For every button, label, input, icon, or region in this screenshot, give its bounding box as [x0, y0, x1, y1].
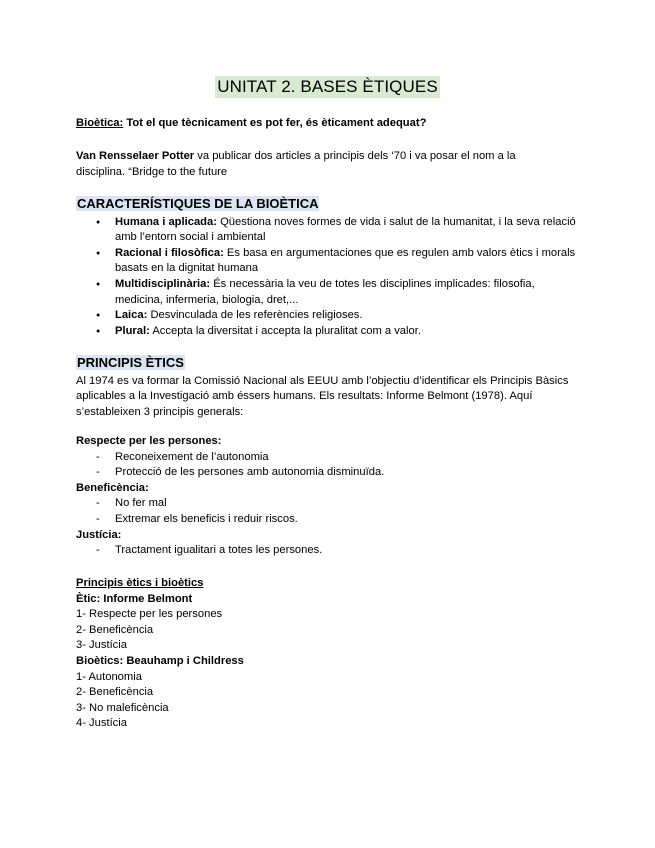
- list-item: 1- Autonomia: [76, 670, 142, 683]
- list-item: - Protecció de les persones amb autonomia disminuïda.: [76, 465, 576, 481]
- item-term: Plural:: [115, 324, 150, 337]
- list-item: [76, 308, 576, 324]
- potter-name: Van Rensselaer Potter: [76, 150, 195, 162]
- title-wrap: [0, 76, 655, 98]
- bioetica-question: [76, 116, 576, 132]
- list-item: [76, 215, 576, 246]
- group-label: Beneficència:: [76, 481, 149, 494]
- bioetica-question-text: Tot el que tècnicament es pot fer, és èticament adequat?: [123, 117, 427, 129]
- etic-label: Ètic: Informe Belmont: [76, 592, 193, 605]
- group-list: [76, 496, 576, 527]
- principis-groups: [76, 434, 576, 559]
- page-title: UNITAT 2. BASES ÈTIQUES: [217, 77, 438, 96]
- list-item: - Reconeixement de l’autonomia: [76, 450, 576, 466]
- list-item: 3- Justícia: [76, 639, 127, 652]
- caracteristiques-section: [76, 196, 576, 339]
- bioetic-label: Bioètics: Beauhamp i Childress: [76, 654, 244, 667]
- item-term: Laica:: [115, 309, 148, 322]
- list-item: 3- No maleficència: [76, 701, 169, 714]
- item-term: Humana i aplicada:: [115, 215, 217, 228]
- item-term: Racional i filosòfica:: [115, 246, 224, 259]
- list-item: - No fer mal: [76, 496, 576, 512]
- list-item: [76, 246, 576, 277]
- caracteristiques-heading: CARACTERÍSTIQUES DE LA BIOÈTICA: [77, 196, 319, 211]
- bioetica-label: Bioètica:: [76, 117, 124, 129]
- group-list: [76, 450, 576, 481]
- comparacio-section: [76, 576, 576, 732]
- item-text: Accepta la diversitat i accepta la pluralitat com a valor.: [149, 324, 421, 337]
- list-item: 2- Beneficència: [76, 686, 154, 699]
- potter-text: va publicar dos articles a principis dels ‘70 i va posar el nom a la disciplina. “Bridge to the future: [76, 150, 516, 178]
- list-item: 2- Beneficència: [76, 623, 154, 636]
- caracteristiques-list: [76, 215, 576, 340]
- item-text: Es basa en argumentaciones que es regulen amb valors ètics i morals basats en la dignitat humana: [115, 246, 576, 275]
- item-text: Qüestiona noves formes de vida i salut de la humanitat, i la seva relació amb l’entorn social i ambiental: [115, 215, 576, 244]
- potter-paragraph: [76, 149, 556, 180]
- item-term: Multidisciplinària:: [115, 277, 211, 290]
- principis-intro: Al 1974 es va formar la Comissió Nacional als EEUU amb l’objectiu d’identificar els Principis Bàsics aplicables a la Investigació amb éssers humans. Els resultats: Informe Belmont (1978). Aquí s’estableixen 3 principis generals:: [76, 374, 569, 418]
- group-label: Respecte per les persones:: [76, 435, 222, 447]
- group-label: Justícia:: [76, 528, 122, 541]
- list-item: [76, 324, 576, 340]
- list-item: - Tractament igualitari a totes les persones.: [76, 543, 576, 559]
- item-text: Desvinculada de les referències religioses.: [147, 309, 363, 322]
- list-item: 1- Respecte per les persones: [76, 608, 223, 621]
- principis-heading: PRINCIPIS ÈTICS: [77, 355, 184, 370]
- item-text: És necessària la veu de totes les disciplines implicades: filosofia, medicina, infermeria, biologia, dret,...: [115, 277, 535, 306]
- list-item: - Extremar els beneficis i reduir riscos.: [76, 512, 576, 528]
- comparacio-heading: Principis ètics i bioètics: [76, 577, 204, 589]
- list-item: [76, 277, 576, 308]
- principis-section: [76, 355, 571, 420]
- group-list: [76, 543, 576, 559]
- list-item: 4- Justícia: [76, 717, 127, 730]
